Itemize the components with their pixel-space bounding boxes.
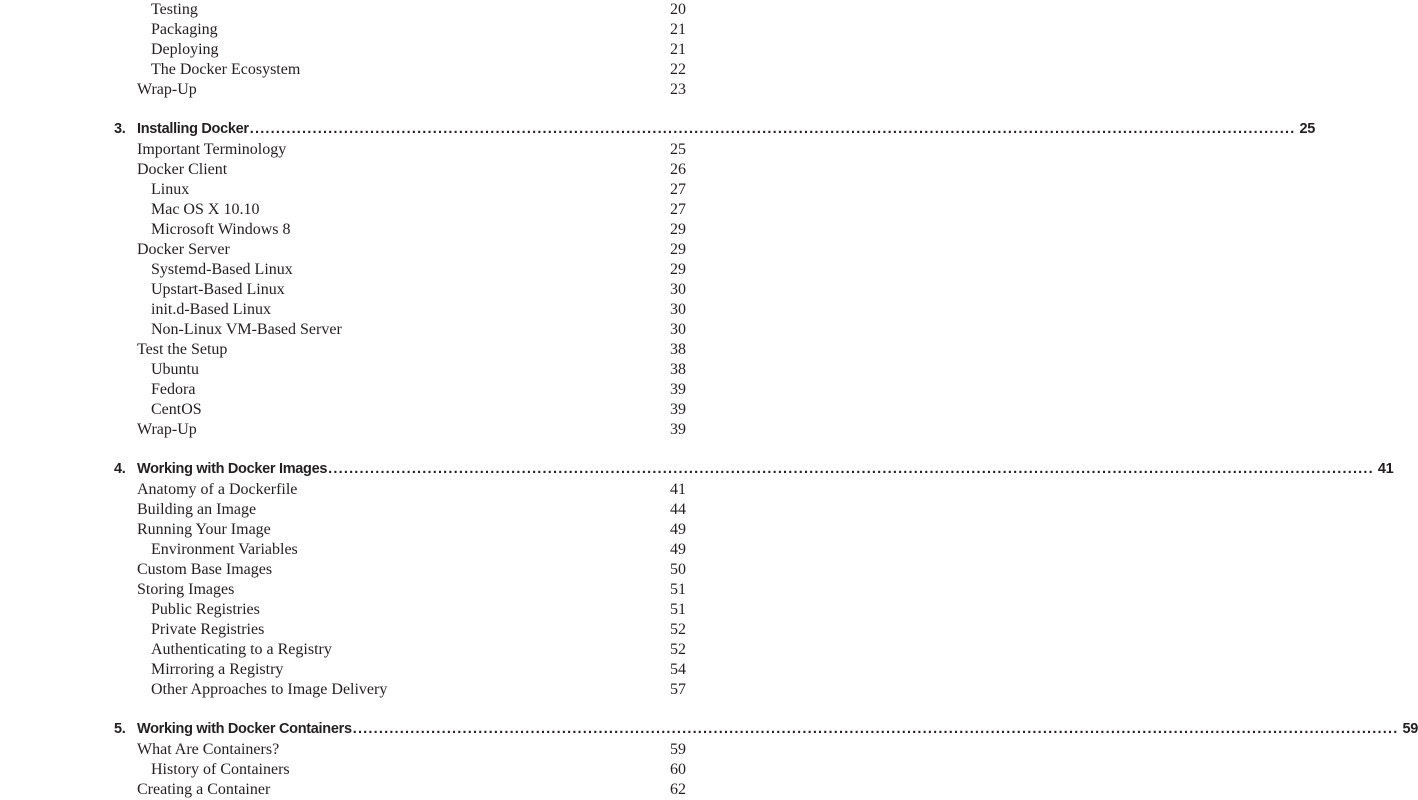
toc-subsection-entry[interactable] — [151, 760, 686, 780]
toc-subsection-entry[interactable] — [151, 300, 686, 320]
entry-title: Custom Base Images — [137, 561, 273, 578]
toc-subsection-entry[interactable] — [151, 600, 686, 620]
toc-section-entry[interactable] — [137, 560, 686, 580]
entry-title: Non-Linux VM-Based Server — [151, 321, 342, 338]
entry-page-number: 22 — [670, 61, 686, 78]
entry-page-number: 21 — [670, 41, 686, 58]
entry-title: Packaging — [151, 21, 218, 38]
entry-title: Testing — [151, 1, 198, 18]
chapter-title: Installing Docker — [137, 121, 249, 137]
entry-title: Wrap-Up — [137, 421, 197, 438]
chapter-number: 3. — [114, 121, 126, 137]
entry-title: Public Registries — [151, 601, 260, 618]
chapter-page-number: 41 — [1377, 461, 1394, 477]
entry-page-number: 44 — [670, 501, 686, 518]
toc-section-entry[interactable] — [137, 420, 686, 440]
toc-subsection-entry[interactable] — [151, 40, 686, 60]
entry-title: The Docker Ecosystem — [151, 61, 301, 78]
entry-page-number: 59 — [670, 741, 686, 758]
toc-section-entry[interactable] — [137, 340, 686, 360]
toc-section-entry[interactable] — [137, 480, 686, 500]
toc-section-entry[interactable] — [137, 80, 686, 100]
toc-section-entry[interactable] — [137, 520, 686, 540]
entry-title: Deploying — [151, 41, 219, 58]
toc-section-entry[interactable] — [137, 500, 686, 520]
entry-title: Important Terminology — [137, 141, 287, 158]
dot-leader: ........................................................................................................................................................................................................ — [352, 721, 1399, 737]
dot-leader: ........................................................................................................................................................................................................ — [328, 461, 1374, 477]
entry-title: Linux — [151, 181, 190, 198]
entry-title: Other Approaches to Image Delivery — [151, 681, 388, 698]
entry-title: Authenticating to a Registry — [151, 641, 332, 658]
entry-title: Docker Server — [137, 241, 230, 258]
toc-subsection-entry[interactable] — [151, 200, 686, 220]
toc-subsection-entry[interactable] — [151, 60, 686, 80]
entry-page-number: 50 — [670, 561, 686, 578]
toc-subsection-entry[interactable] — [151, 400, 686, 420]
entry-page-number: 62 — [670, 781, 686, 798]
entry-page-number: 54 — [670, 661, 686, 678]
entry-title: Docker Client — [137, 161, 228, 178]
entry-page-number: 39 — [670, 421, 686, 438]
entry-page-number: 41 — [670, 481, 686, 498]
toc-subsection-entry[interactable] — [151, 0, 686, 20]
entry-title: History of Containers — [151, 761, 290, 778]
entry-page-number: 27 — [670, 201, 686, 218]
entry-page-number: 52 — [670, 641, 686, 658]
toc-subsection-entry[interactable] — [151, 320, 686, 340]
toc-section-entry[interactable] — [137, 140, 686, 160]
toc-section-entry[interactable] — [137, 580, 686, 600]
toc-subsection-entry[interactable] — [151, 180, 686, 200]
entry-title: Anatomy of a Dockerfile — [137, 481, 298, 498]
chapter-number: 5. — [114, 721, 126, 737]
entry-page-number: 51 — [670, 601, 686, 618]
chapter-title: Working with Docker Containers — [137, 721, 352, 737]
entry-page-number: 20 — [670, 1, 686, 18]
chapter-number: 4. — [114, 461, 126, 477]
entry-title: Test the Setup — [137, 341, 228, 358]
entry-page-number: 57 — [670, 681, 686, 698]
entry-title: Wrap-Up — [137, 81, 197, 98]
toc-chapter-heading[interactable] — [114, 118, 1315, 140]
entry-title: Building an Image — [137, 501, 257, 518]
toc-subsection-entry[interactable] — [151, 280, 686, 300]
entry-page-number: 30 — [670, 281, 686, 298]
chapter-title: Working with Docker Images — [137, 461, 328, 477]
toc-chapter-heading[interactable] — [114, 458, 1394, 480]
entry-title: CentOS — [151, 401, 202, 418]
toc-subsection-entry[interactable] — [151, 260, 686, 280]
entry-page-number: 49 — [670, 521, 686, 538]
entry-page-number: 38 — [670, 361, 686, 378]
toc-section-entry[interactable] — [137, 780, 686, 800]
entry-page-number: 25 — [670, 141, 686, 158]
entry-title: Fedora — [151, 381, 196, 398]
entry-page-number: 30 — [670, 301, 686, 318]
entry-page-number: 52 — [670, 621, 686, 638]
toc-subsection-entry[interactable] — [151, 620, 686, 640]
entry-title: Ubuntu — [151, 361, 199, 378]
entry-page-number: 38 — [670, 341, 686, 358]
entry-page-number: 49 — [670, 541, 686, 558]
dot-leader: ........................................................................................................................................................................................................ — [249, 121, 1296, 137]
entry-page-number: 29 — [670, 261, 686, 278]
chapter-page-number: 25 — [1299, 121, 1315, 137]
toc-section-entry[interactable] — [137, 740, 686, 760]
entry-page-number: 39 — [670, 401, 686, 418]
entry-title: Mac OS X 10.10 — [151, 201, 260, 218]
entry-title: What Are Containers? — [137, 741, 280, 758]
toc-subsection-entry[interactable] — [151, 20, 686, 40]
toc-subsection-entry[interactable] — [151, 680, 686, 700]
toc-subsection-entry[interactable] — [151, 540, 686, 560]
entry-title: Creating a Container — [137, 781, 271, 798]
entry-page-number: 29 — [670, 241, 686, 258]
toc-section-entry[interactable] — [137, 240, 686, 260]
entry-page-number: 23 — [670, 81, 686, 98]
entry-title: Microsoft Windows 8 — [151, 221, 291, 238]
toc-section-entry[interactable] — [137, 160, 686, 180]
entry-page-number: 21 — [670, 21, 686, 38]
entry-page-number: 39 — [670, 381, 686, 398]
toc-subsection-entry[interactable] — [151, 220, 686, 240]
entry-page-number: 26 — [670, 161, 686, 178]
chapter-page-number: 59 — [1402, 721, 1418, 737]
entry-page-number: 51 — [670, 581, 686, 598]
toc-subsection-entry[interactable] — [151, 360, 686, 380]
entry-page-number: 27 — [670, 181, 686, 198]
entry-page-number: 30 — [670, 321, 686, 338]
entry-title: Mirroring a Registry — [151, 661, 284, 678]
toc-subsection-entry[interactable] — [151, 660, 686, 680]
entry-title: init.d-Based Linux — [151, 301, 271, 318]
entry-title: Running Your Image — [137, 521, 271, 538]
toc-chapter-heading[interactable] — [114, 718, 1418, 740]
entry-title: Upstart-Based Linux — [151, 281, 285, 298]
entry-title: Storing Images — [137, 581, 235, 598]
toc-subsection-entry[interactable] — [151, 640, 686, 660]
toc-subsection-entry[interactable] — [151, 380, 686, 400]
entry-title: Environment Variables — [151, 541, 298, 558]
entry-page-number: 60 — [670, 761, 686, 778]
entry-page-number: 29 — [670, 221, 686, 238]
entry-title: Private Registries — [151, 621, 265, 638]
entry-title: Systemd-Based Linux — [151, 261, 293, 278]
